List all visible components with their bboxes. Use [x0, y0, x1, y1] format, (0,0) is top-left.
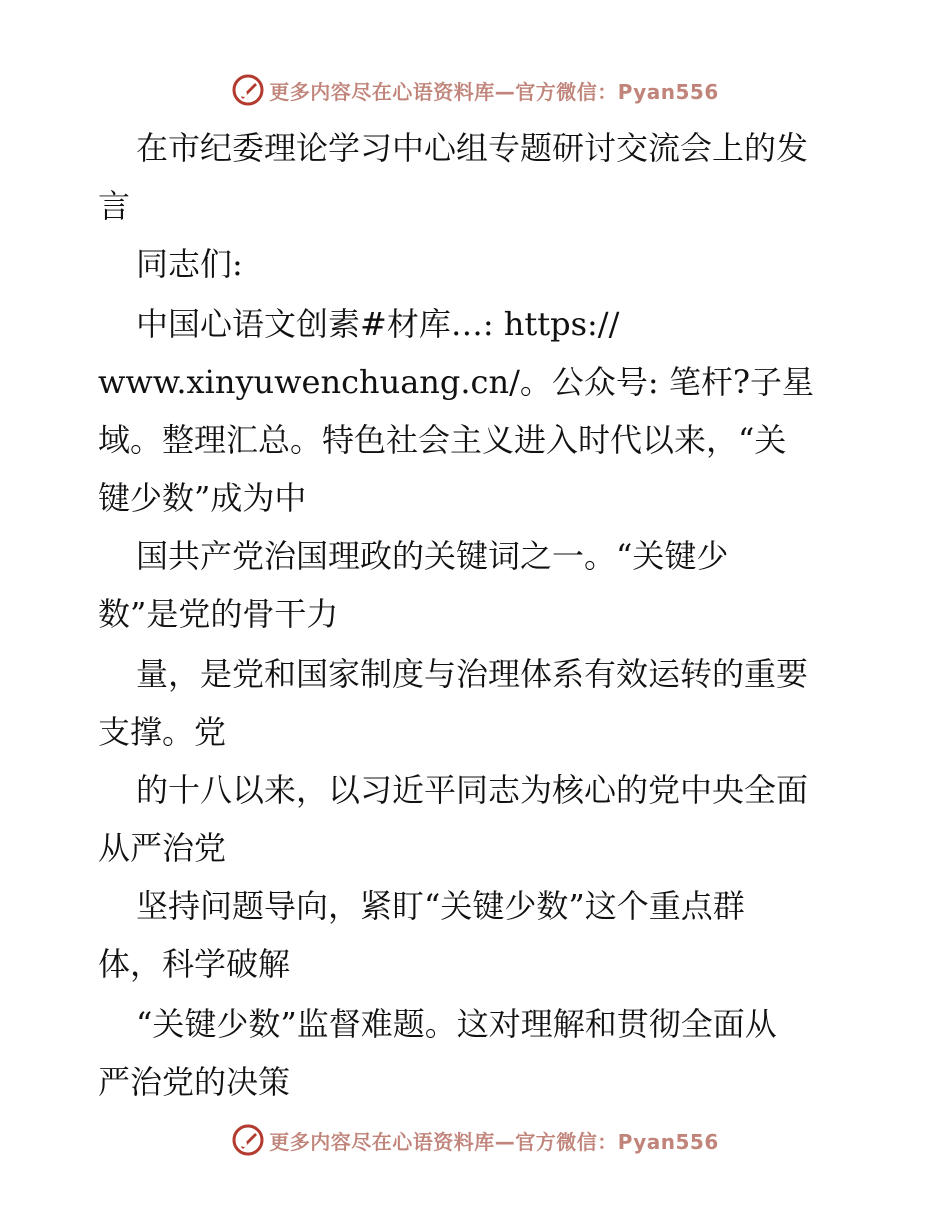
text-line: 严治党的决策 — [98, 1063, 291, 1101]
text-line: 从严治党 — [98, 829, 227, 867]
text-line: 中国心语文创素#材库…: https:// — [136, 305, 620, 343]
banner-text: 更多内容尽在心语资料库—官方微信：Pyan556 — [269, 1129, 719, 1154]
text-line: 域。整理汇总。特色社会主义进入时代以来，“关 — [98, 421, 787, 459]
text-line: 键少数”成为中 — [98, 479, 307, 517]
text-line: www.xinyuwenchuang.cn/。公众号: 笔杆?子星 — [98, 363, 814, 401]
text-line: 数”是党的骨干力 — [98, 595, 339, 633]
header-banner — [0, 70, 950, 110]
text-line: 支撑。党 — [98, 713, 227, 751]
text-line: “关键少数”监督难题。这对理解和贯彻全面从 — [136, 1005, 777, 1043]
text-line: 同志们: — [136, 245, 243, 283]
banner-text: 更多内容尽在心语资料库—官方微信：Pyan556 — [269, 79, 719, 104]
footer-banner — [0, 1120, 950, 1160]
text-line: 国共产党治国理政的关键词之一。“关键少 — [136, 537, 729, 575]
text-line: 坚持问题导向，紧盯“关键少数”这个重点群 — [136, 887, 745, 925]
text-line: 在市纪委理论学习中心组专题研讨交流会上的发 — [136, 129, 809, 167]
text-line: 言 — [98, 187, 131, 225]
text-line: 量，是党和国家制度与治理体系有效运转的重要 — [136, 655, 809, 693]
text-line: 体，科学破解 — [98, 945, 291, 983]
pen-logo-icon — [231, 73, 265, 107]
text-line: 的十八以来，以习近平同志为核心的党中央全面 — [136, 771, 809, 809]
pen-logo-icon — [231, 1123, 265, 1157]
